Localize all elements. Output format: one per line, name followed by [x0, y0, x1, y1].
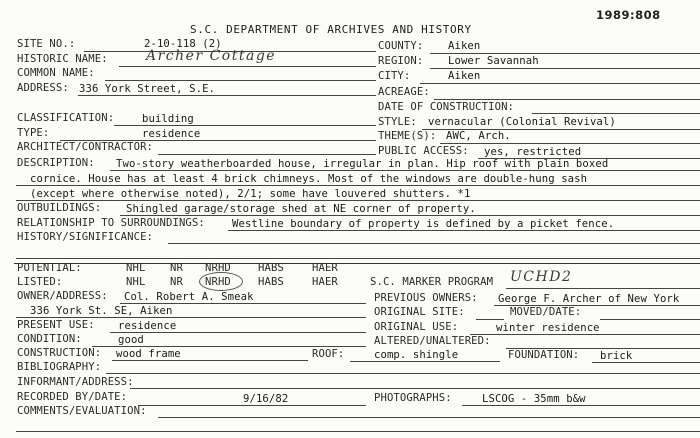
condition-value: good: [118, 334, 144, 346]
construction-value: wood frame: [116, 348, 181, 360]
public-access-label: PUBLIC ACCESS:: [378, 145, 469, 157]
nrhd-circle-mark: [199, 272, 243, 291]
potential-habs: HABS: [258, 262, 284, 274]
common-name-label: COMMON NAME:: [17, 67, 95, 79]
public-access-value: yes, restricted: [484, 146, 582, 158]
listed-haer: HAER: [312, 276, 338, 288]
listed-habs: HABS: [258, 276, 284, 288]
marker-label: S.C. MARKER PROGRAM: [370, 276, 494, 288]
description-line-2: cornice. House has at least 4 brick chimneys. Most of the windows are double-hung sash: [30, 173, 588, 185]
previous-owners-label: PREVIOUS OWNERS:: [374, 292, 478, 304]
classification-value: building: [142, 113, 194, 125]
form-header: S.C. DEPARTMENT OF ARCHIVES AND HISTORY: [190, 23, 472, 36]
date-construction-label: DATE OF CONSTRUCTION:: [378, 101, 515, 113]
themes-value: AWC, Arch.: [446, 130, 511, 142]
moved-date-label: MOVED/DATE:: [510, 306, 582, 318]
style-value: vernacular (Colonial Revival): [428, 116, 616, 128]
address-value: 336 York Street, S.E.: [79, 83, 216, 95]
city-value: Aiken: [448, 70, 481, 82]
owner-line-2: 336 York St. SE, Aiken: [30, 305, 173, 317]
site-no-label: SITE NO.:: [17, 38, 76, 50]
potential-nrhd: NRHD: [205, 262, 231, 274]
foundation-value: brick: [600, 350, 633, 362]
county-label: COUNTY:: [378, 40, 424, 52]
outbuildings-label: OUTBUILDINGS:: [17, 202, 102, 214]
accession-number: 1989:808: [596, 8, 661, 22]
listed-nr: NR: [170, 276, 183, 288]
altered-label: ALTERED/UNALTERED:: [374, 335, 491, 347]
foundation-label: FOUNDATION:: [508, 349, 580, 361]
owner-label: OWNER/ADDRESS:: [17, 290, 108, 302]
original-site-label: ORIGINAL SITE:: [374, 306, 465, 318]
description-line-1: Two-story weatherboarded house, irregular in plan. Hip roof with plain boxed: [116, 158, 609, 170]
acreage-label: ACREAGE:: [378, 86, 430, 98]
outbuildings-value: Shingled garage/storage shed at NE corner of property.: [126, 203, 476, 215]
classification-label: CLASSIFICATION:: [17, 112, 115, 124]
owner-line-1: Col. Robert A. Smeak: [124, 291, 254, 303]
potential-nhl: NHL: [126, 262, 146, 274]
historic-name-value: Archer Cottage: [146, 48, 277, 64]
city-label: CITY:: [378, 70, 411, 82]
original-use-value: winter residence: [496, 322, 600, 334]
construction-label: CONSTRUCTION:: [17, 347, 102, 359]
recorded-label: RECORDED BY/DATE:: [17, 391, 128, 403]
recorded-value: 9/16/82: [243, 393, 289, 405]
previous-owners-value: George F. Archer of New York: [498, 293, 680, 305]
history-label: HISTORY/SIGNIFICANCE:: [17, 231, 154, 243]
address-label: ADDRESS:: [17, 82, 69, 94]
region-value: Lower Savannah: [448, 55, 539, 67]
listed-nhl: NHL: [126, 276, 146, 288]
description-line-3: (except where otherwise noted), 2/1; some have louvered shutters. *1: [30, 188, 471, 200]
original-use-label: ORIGINAL USE:: [374, 321, 459, 333]
listed-nrhd: NRHD: [205, 276, 231, 288]
architect-label: ARCHITECT/CONTRACTOR:: [17, 141, 154, 153]
potential-nr: NR: [170, 262, 183, 274]
photographs-label: PHOTOGRAPHS:: [374, 392, 452, 404]
marker-value: UCHD2: [510, 269, 573, 285]
potential-label: POTENTIAL:: [17, 262, 82, 274]
informant-label: INFORMANT/ADDRESS:: [17, 376, 134, 388]
description-label: DESCRIPTION:: [17, 157, 95, 169]
relationship-value: Westline boundary of property is defined by a picket fence.: [232, 218, 615, 230]
listed-label: LISTED:: [17, 276, 63, 288]
type-value: residence: [142, 128, 201, 140]
type-label: TYPE:: [17, 127, 50, 139]
relationship-label: RELATIONSHIP TO SURROUNDINGS:: [17, 217, 205, 229]
style-label: STYLE:: [378, 116, 417, 128]
present-use-value: residence: [118, 320, 177, 332]
present-use-label: PRESENT USE:: [17, 319, 95, 331]
historic-name-label: HISTORIC NAME:: [17, 53, 108, 65]
potential-haer: HAER: [312, 262, 338, 274]
roof-value: comp. shingle: [374, 349, 459, 361]
bibliography-label: BIBLIOGRAPHY:: [17, 361, 102, 373]
site-no-value: 2-10-118 (2): [144, 38, 222, 50]
roof-label: ROOF:: [312, 348, 345, 360]
county-value: Aiken: [448, 40, 481, 52]
comments-label: COMMENTS/EVALUATION:: [17, 405, 147, 417]
photographs-value: LSCOG - 35mm b&w: [482, 393, 586, 405]
region-label: REGION:: [378, 55, 424, 67]
themes-label: THEME(S):: [378, 130, 437, 142]
condition-label: CONDITION:: [17, 333, 82, 345]
